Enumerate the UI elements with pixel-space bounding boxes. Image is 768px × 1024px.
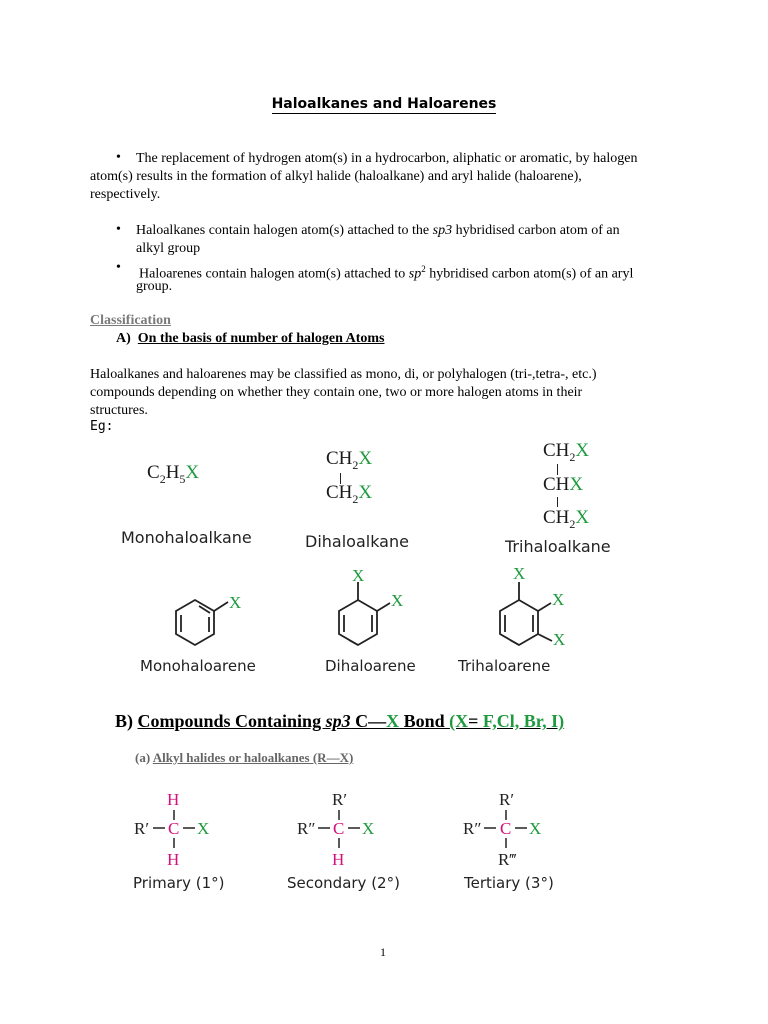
bullet-2-text-end: hybridised carbon atom of an (452, 223, 620, 238)
sp3-term: sp3 (432, 223, 453, 238)
halogen-x: X (197, 819, 210, 838)
halogen-x: X (391, 591, 404, 610)
monohaloarene-label: Monohaloarene (140, 657, 256, 675)
r-prime-group: R′ (134, 819, 150, 838)
sp2-term: sp (408, 266, 422, 282)
dihaloalkane-label: Dihaloalkane (305, 532, 409, 551)
carbon-atom: C (168, 819, 180, 838)
classification-para-line3: structures. (90, 403, 148, 418)
trihaloalkane-label: Trihaloalkane (505, 537, 611, 556)
carbon-atom: C (500, 819, 512, 838)
section-b-title: Compounds Containing sp3 C—X Bond (X= F,Cl, Br, I) (137, 711, 565, 731)
dihaloarene-label: Dihaloarene (325, 657, 416, 675)
hydrogen-atom: H (332, 850, 345, 869)
bond-line (557, 497, 558, 507)
bullet-2-line1 (136, 222, 620, 240)
halogen-x: X (553, 630, 566, 649)
bullet-3-line2: group. (136, 279, 173, 294)
bullet-3-line1 (139, 260, 633, 284)
hydrogen-atom: H (167, 850, 180, 869)
halogen-x: X (552, 590, 565, 609)
sp2-superscript: 2 (421, 264, 426, 274)
bullet-3-text-end: hybridised carbon atom(s) of an aryl (425, 266, 634, 282)
trihaloarene-ring (500, 582, 552, 645)
classification-para-line2: compounds depending on whether they contain one, two or more halogen atoms in their (90, 385, 583, 400)
section-a-heading (116, 331, 385, 347)
monohaloalkane-label: Monohaloalkane (121, 528, 252, 547)
monohaloalkane-formula: $C_2H_5X$ (147, 462, 200, 486)
bullet-2-line2: alkyl group (136, 241, 201, 256)
halogen-x: X (529, 819, 542, 838)
tertiary-label: Tertiary (3°) (464, 874, 554, 892)
section-b-sub-heading (135, 750, 353, 766)
eg-label: Eg: (90, 419, 114, 434)
bullet-dot: • (116, 260, 121, 275)
monohaloarene-ring (176, 600, 228, 645)
bullet-3-text: Haloarenes contain halogen atom(s) attached to (139, 266, 409, 282)
r-prime-group: R′ (332, 790, 348, 809)
r-prime-group: R′ (499, 790, 515, 809)
bullet-2-text: Haloalkanes contain halogen atom(s) attached to the (136, 223, 433, 238)
trihaloalkane-middle: CHX (543, 474, 584, 495)
bullet-dot: • (116, 150, 121, 165)
halogen-x: X (362, 819, 375, 838)
bullet-1-line3: respectively. (90, 187, 161, 202)
trihaloalkane-bottom: $CH_2X$ (543, 507, 590, 531)
trihaloarene-label: Trihaloarene (458, 657, 551, 675)
hydrogen-atom: H (167, 790, 180, 809)
r-double-prime-group: R″ (463, 819, 482, 838)
classification-heading: Classification (90, 313, 171, 328)
section-b-marker: B) (115, 711, 133, 731)
halogen-x: X (229, 593, 242, 612)
bullet-dot: • (116, 222, 121, 237)
dihaloalkane-top: $CH_2X$ (326, 448, 373, 472)
r-double-prime-group: R″ (297, 819, 316, 838)
bullet-1-line2: atom(s) results in the formation of alkyl halide (haloalkane) and aryl halide (haloarene), (90, 169, 582, 184)
sub-marker: (a) (135, 750, 151, 765)
halogen-x: X (513, 564, 526, 583)
section-b-heading (115, 711, 564, 732)
section-a-title: On the basis of number of halogen Atoms (137, 331, 385, 346)
bullet-1-line1: The replacement of hydrogen atom(s) in a hydrocarbon, aliphatic or aromatic, by halogen (136, 151, 638, 166)
dihaloalkane-bottom: $CH_2X$ (326, 482, 373, 506)
section-a-marker: A) (116, 331, 131, 346)
primary-label: Primary (1°) (133, 874, 225, 892)
r-triple-prime-group: R‴ (498, 850, 517, 869)
trihaloalkane-top: $CH_2X$ (543, 440, 590, 464)
page-number: 1 (380, 945, 386, 959)
page-title: Haloalkanes and Haloarenes (271, 96, 497, 112)
carbon-atom: C (333, 819, 345, 838)
haloarene-structures (0, 560, 768, 665)
dihaloarene-ring (339, 582, 390, 645)
classification-para-line1: Haloalkanes and haloarenes may be classified as mono, di, or polyhalogen (tri-,tetra-, etc.) (90, 367, 597, 382)
sub-title: Alkyl halides or haloalkanes (R—X) (152, 750, 354, 765)
secondary-label: Secondary (2°) (287, 874, 400, 892)
halogen-x: X (352, 566, 365, 585)
